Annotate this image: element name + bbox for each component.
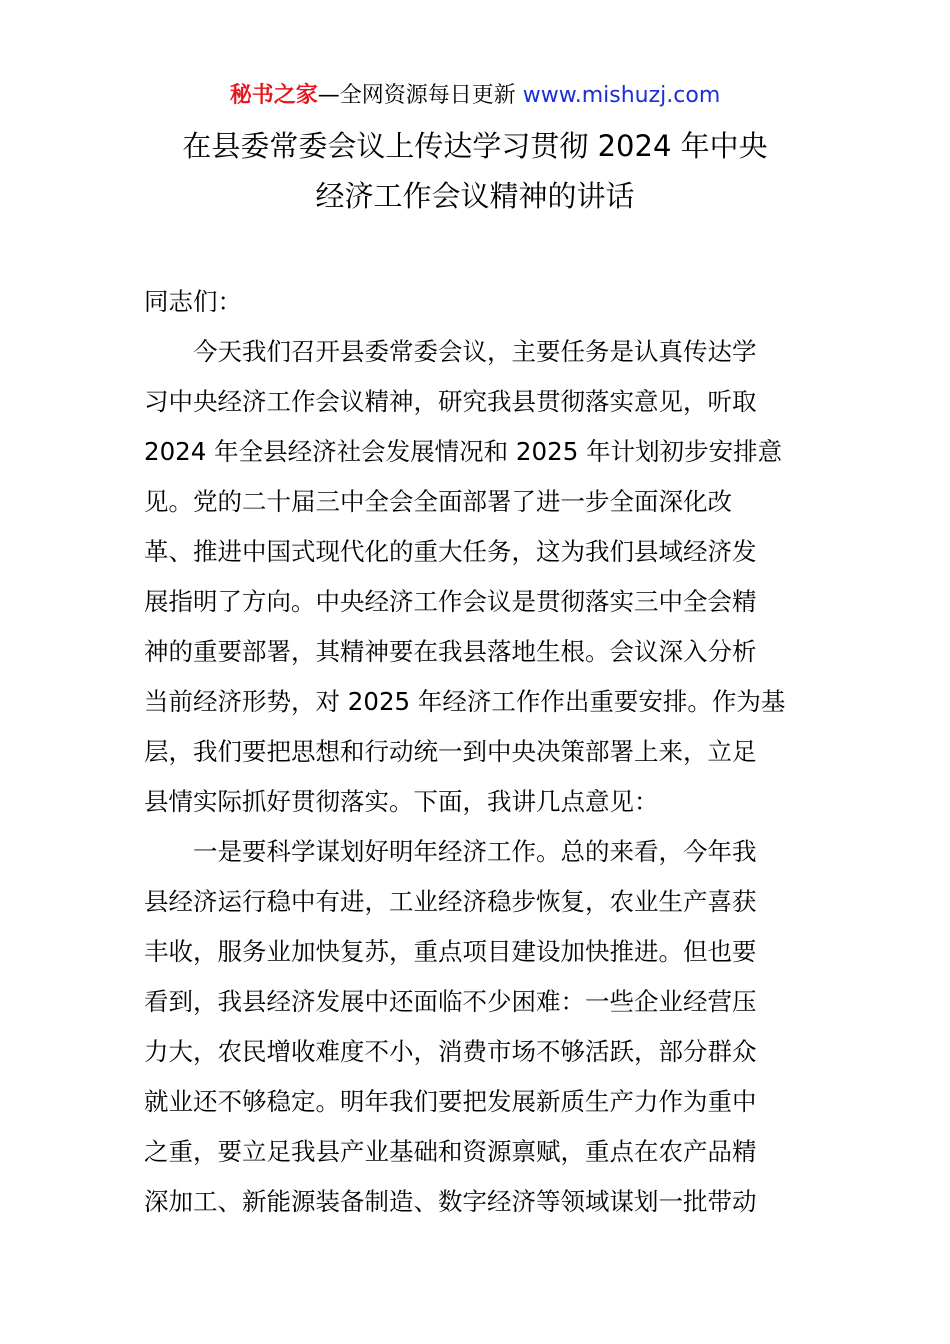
body-line: 之重，要立足我县产业基础和资源禀赋，重点在农产品精: [144, 1137, 757, 1166]
body-line: 神的重要部署，其精神要在我县落地生根。会议深入分析: [144, 637, 757, 666]
body-line: 层，我们要把思想和行动统一到中央决策部署上来，立足: [144, 737, 757, 766]
body-line: 县情实际抓好贯彻落实。下面，我讲几点意见：: [144, 787, 659, 816]
document-title-line-2: 经济工作会议精神的讲话: [315, 179, 635, 213]
body-line: 见。党的二十届三中全会全面部署了进一步全面深化改: [144, 487, 732, 516]
body-line: 深加工、新能源装备制造、数字经济等领域谋划一批带动: [144, 1187, 757, 1216]
body-line: 就业还不够稳定。明年我们要把发展新质生产力作为重中: [144, 1087, 757, 1116]
body-line: 革、推进中国式现代化的重大任务，这为我们县域经济发: [144, 537, 757, 566]
body-line: 丰收，服务业加快复苏，重点项目建设加快推进。但也要: [144, 937, 757, 966]
body-line: 县经济运行稳中有进，工业经济稳步恢复，农业生产喜获: [144, 887, 757, 916]
site-header: [0, 80, 950, 112]
document-body: [144, 277, 810, 1227]
body-line: 当前经济形势，对 2025 年经济工作作出重要安排。作为基: [144, 687, 786, 716]
body-line: 力大，农民增收难度不小，消费市场不够活跃，部分群众: [144, 1037, 757, 1066]
body-line: 展指明了方向。中央经济工作会议是贯彻落实三中全会精: [144, 587, 757, 616]
salutation: 同志们：: [144, 287, 242, 316]
site-url-link[interactable]: www.mishuzj.com: [522, 83, 721, 108]
body-line: 今天我们召开县委常委会议，主要任务是认真传达学: [193, 337, 757, 366]
body-line: 一是要科学谋划好明年经济工作。总的来看，今年我: [193, 837, 757, 866]
body-line: 看到，我县经济发展中还面临不少困难：一些企业经营压: [144, 987, 757, 1016]
body-line: 习中央经济工作会议精神，研究我县贯彻落实意见，听取: [144, 387, 757, 416]
site-slogan: —全网资源每日更新: [317, 83, 523, 108]
site-brand: 秘书之家: [229, 83, 318, 108]
document-title-line-1: 在县委常委会议上传达学习贯彻 2024 年中央: [182, 129, 768, 163]
body-line: 2024 年全县经济社会发展情况和 2025 年计划初步安排意: [144, 437, 783, 466]
